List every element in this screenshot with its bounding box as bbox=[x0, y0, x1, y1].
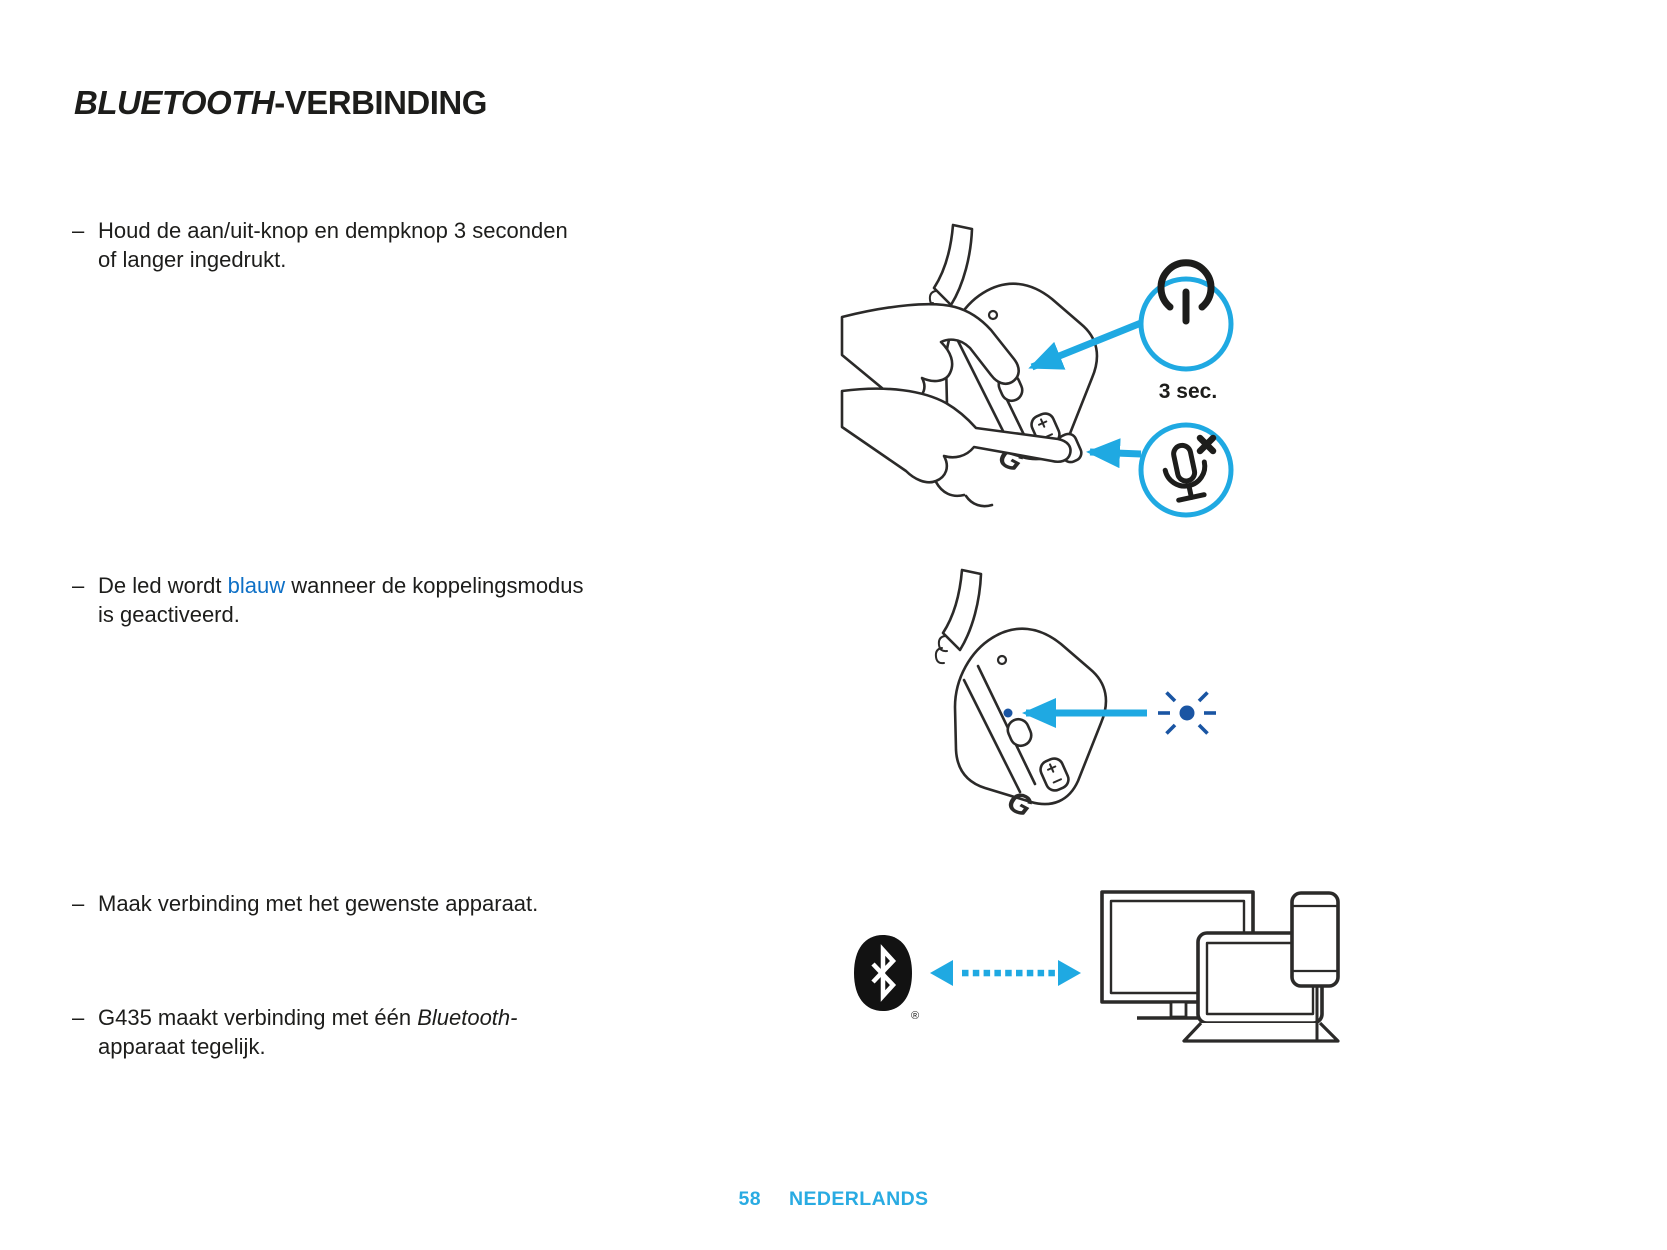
highlight-bluetooth: Bluetooth- bbox=[417, 1005, 518, 1030]
bullet-text bbox=[98, 889, 538, 918]
registered-mark: ® bbox=[911, 1010, 920, 1022]
bullet-text bbox=[98, 571, 584, 629]
bullet-item-single-device bbox=[72, 1003, 517, 1061]
highlight-blauw: blauw bbox=[227, 573, 286, 598]
bullet-dash: – bbox=[72, 218, 85, 243]
bullet-text bbox=[98, 1003, 517, 1061]
page-title-regular: -VERBINDING bbox=[274, 84, 487, 122]
phone-icon bbox=[1292, 893, 1338, 986]
bullet-line: G435 maakt verbinding met één Bluetooth- bbox=[98, 1005, 518, 1030]
bullet-item-led-blue bbox=[72, 571, 584, 629]
page-number: 58 bbox=[738, 1188, 762, 1210]
bullet-item-connect-device bbox=[72, 889, 538, 918]
blinking-led-icon bbox=[1158, 693, 1216, 734]
bullet-text bbox=[98, 216, 568, 274]
mic-mute-icon bbox=[1141, 425, 1231, 515]
bullet-dash: – bbox=[72, 573, 85, 598]
dotted-double-arrow-icon bbox=[930, 960, 1081, 986]
bullet-item-press-buttons bbox=[72, 216, 568, 274]
bullet-line: is geactiveerd. bbox=[98, 602, 240, 627]
illustration-press-buttons: G 3 sec. bbox=[800, 195, 1240, 525]
arrow-icon bbox=[1090, 452, 1141, 454]
duration-label: 3 sec. bbox=[1158, 380, 1218, 403]
illustration-bluetooth-devices bbox=[780, 830, 1345, 1055]
bullet-line: De led wordt blauw wanneer de koppelingsmodus bbox=[98, 573, 584, 598]
page-title bbox=[74, 84, 487, 122]
bluetooth-logo-icon bbox=[854, 935, 919, 1022]
bullet-line: apparaat tegelijk. bbox=[98, 1034, 266, 1059]
page-title-italic: BLUETOOTH bbox=[74, 84, 275, 122]
bullet-line: Maak verbinding met het gewenste apparaat. bbox=[98, 891, 539, 916]
language-label: NEDERLANDS bbox=[789, 1188, 929, 1210]
led-indicator bbox=[1004, 709, 1013, 718]
bullet-dash: – bbox=[72, 1005, 85, 1030]
power-icon bbox=[1141, 263, 1231, 369]
bullet-line: Houd de aan/uit-knop en dempknop 3 seconden bbox=[98, 218, 568, 243]
illustration-led-pairing bbox=[850, 530, 1250, 820]
page-footer bbox=[0, 1188, 1667, 1211]
bullet-dash: – bbox=[72, 891, 85, 916]
bullet-line: of langer ingedrukt. bbox=[98, 247, 287, 272]
